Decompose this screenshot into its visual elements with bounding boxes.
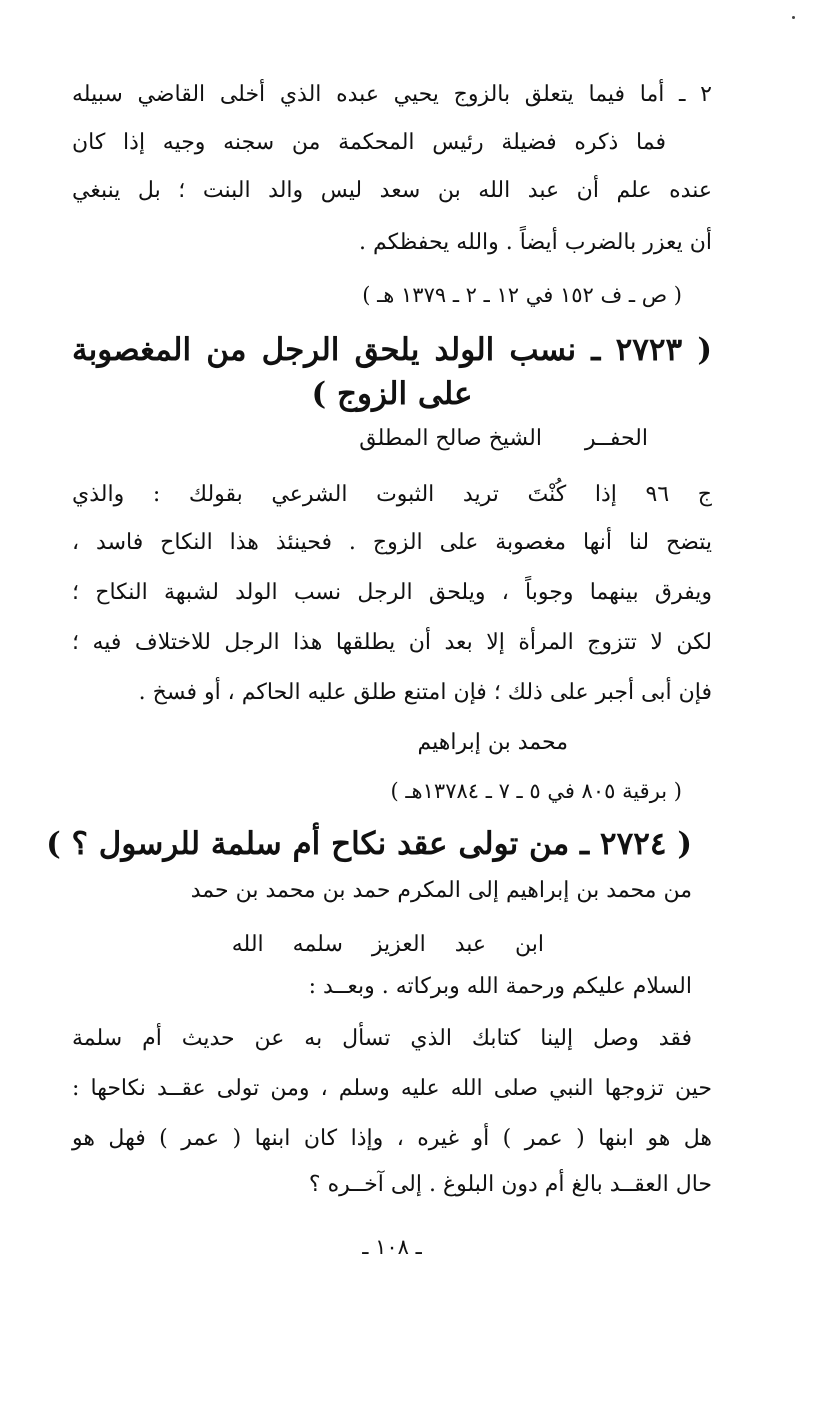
- fatwa-heading: ( ٢٧٢٣ ـ نسب الولد يلحق الرجل من المغصوبة: [72, 332, 712, 368]
- text-line: لكن لا تتزوج المرأة إلا بعد أن يطلقها هذا الرجل للاختلاف فيه ؛: [72, 630, 712, 655]
- reference-note: ( برقية ٨٠٥ في ٥ ـ ٧ ـ ١٣٧٨٤هـ ): [390, 779, 682, 803]
- greeting: السلام عليكم ورحمة الله وبركاته . وبعــد :: [308, 974, 692, 999]
- recipient-place: الحفــر: [584, 426, 648, 451]
- text-line: حين تزوجها النبي صلى الله عليه وسلم ، ومن تولى عقــد نكاحها :: [72, 1076, 712, 1101]
- recipient-name: الشيخ صالح المطلق: [359, 426, 542, 451]
- text-line: أن يعزر بالضرب أيضاً . والله يحفظكم .: [359, 230, 712, 255]
- text-line: حال العقــد بالغ أم دون البلوغ . إلى آخــره ؟: [308, 1172, 712, 1197]
- text-line: هل هو ابنها ( عمر ) أو غيره ، وإذا كان ابنها ( عمر ) فهل هو: [72, 1126, 712, 1151]
- fatwa-heading-continued: على الزوج ): [311, 376, 473, 412]
- page-number: ـ ١٠٨ ـ: [362, 1235, 422, 1259]
- text-line: فما ذكره فضيلة رئيس المحكمة من سجنه وجيه إذا كان: [72, 130, 666, 155]
- text-line: ويفرق بينهما وجوباً ، ويلحق الرجل نسب الولد لشبهة النكاح ؛: [72, 580, 712, 605]
- text-line: ٢ ـ أما فيما يتعلق بالزوج يحيي عبده الذي أخلى القاضي سبيله: [72, 82, 712, 107]
- reference-note: ( ص ـ ف ١٥٢ في ١٢ ـ ٢ ـ ١٣٧٩ هـ ): [362, 283, 682, 307]
- text-line: فإن أبى أجبر على ذلك ؛ فإن امتنع طلق عليه الحاكم ، أو فسخ .: [138, 680, 712, 705]
- fatwa-heading: ( ٢٧٢٤ ـ من تولى عقد نكاح أم سلمة للرسول ؟ ): [46, 826, 692, 862]
- document-page: [46, 0, 712, 1407]
- text-line: عنده علم أن عبد الله بن سعد ليس والد البنت ؛ بل ينبغي: [72, 178, 712, 203]
- signature: محمد بن إبراهيم: [417, 730, 568, 755]
- text-line: يتضح لنا أنها مغصوبة على الزوج . فحينئذ هذا النكاح فاسد ،: [72, 530, 712, 555]
- from-line: من محمد بن إبراهيم إلى المكرم حمد بن محمد بن حمد: [190, 878, 692, 903]
- addressee-line: ابن عبد العزيز سلمه الله: [231, 932, 544, 957]
- text-line: فقد وصل إلينا كتابك الذي تسأل به عن حديث أم سلمة: [72, 1026, 692, 1051]
- scan-speck: [792, 16, 795, 19]
- text-line: ج ٩٦ إذا كُنْتَ تريد الثبوت الشرعي بقولك : والذي: [72, 482, 712, 507]
